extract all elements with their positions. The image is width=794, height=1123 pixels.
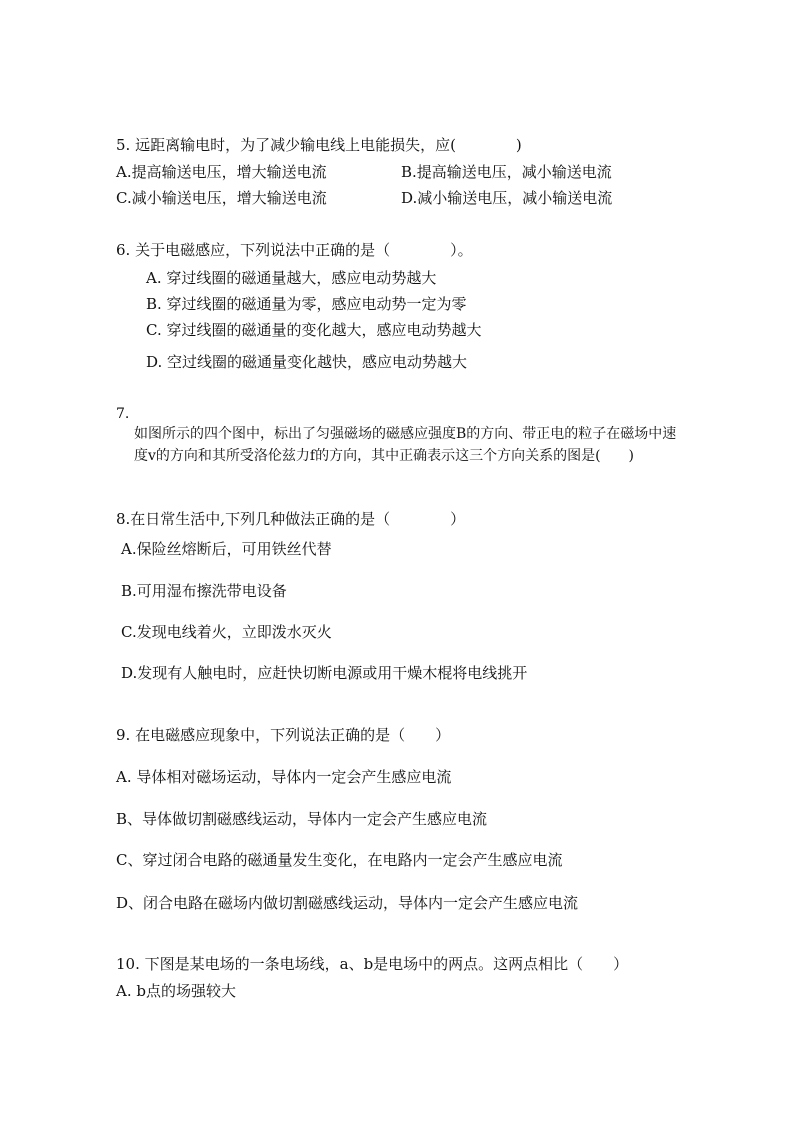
q6-option-c: C. 穿过线圈的磁通量的变化越大，感应电动势越大 bbox=[146, 321, 482, 339]
q5-option-a: A.提高输送电压，增大输送电流 bbox=[116, 163, 327, 181]
q9-stem: 9. 在电磁感应现象中，下列说法正确的是（ ） bbox=[116, 726, 451, 744]
q7-stem-line1: 如图所示的四个图中，标出了匀强磁场的磁感应强度B的方向、带正电的粒子在磁场中速 bbox=[134, 426, 677, 442]
q8-option-b: B.可用湿布擦洗带电设备 bbox=[121, 582, 287, 600]
q9-option-c: C、穿过闭合电路的磁通量发生变化，在电路内一定会产生感应电流 bbox=[116, 851, 563, 869]
q7-stem-line2: 度v的方向和其所受洛伦兹力f的方向，其中正确表示这三个方向关系的图是( ) bbox=[134, 448, 635, 464]
q6-option-d: D. 空过线圈的磁通量变化越快，感应电动势越大 bbox=[146, 353, 468, 371]
q7-number: 7. bbox=[116, 406, 130, 422]
q8-option-a: A.保险丝熔断后，可用铁丝代替 bbox=[121, 540, 332, 558]
q5-option-c: C.减小输送电压，增大输送电流 bbox=[116, 189, 327, 207]
q9-option-b: B、导体做切割磁感线运动，导体内一定会产生感应电流 bbox=[116, 810, 488, 828]
q8-stem: 8.在日常生活中,下列几种做法正确的是（ ） bbox=[116, 510, 466, 528]
q10-stem: 10. 下图是某电场的一条电场线，a、b是电场中的两点。这两点相比（ ） bbox=[116, 955, 629, 973]
q5-option-d: D.减小输送电压，减小输送电流 bbox=[401, 189, 613, 207]
q8-option-d: D.发现有人触电时，应赶快切断电源或用干燥木棍将电线挑开 bbox=[121, 664, 528, 682]
q5-option-b: B.提高输送电压，减小输送电流 bbox=[401, 163, 612, 181]
q6-option-b: B. 穿过线圈的磁通量为零，感应电动势一定为零 bbox=[146, 295, 467, 313]
q8-option-c: C.发现电线着火，立即泼水灭火 bbox=[121, 623, 332, 641]
q9-option-a: A. 导体相对磁场运动，导体内一定会产生感应电流 bbox=[116, 768, 452, 786]
q5-stem: 5. 远距离输电时，为了减少输电线上电能损失，应( ) bbox=[116, 136, 522, 154]
q6-option-a: A. 穿过线圈的磁通量越大，感应电动势越大 bbox=[146, 269, 437, 287]
q6-stem: 6. 关于电磁感应，下列说法中正确的是（ ）。 bbox=[116, 241, 473, 259]
q9-option-d: D、闭合电路在磁场内做切割磁感线运动，导体内一定会产生感应电流 bbox=[116, 894, 579, 912]
q10-option-a: A. b点的场强较大 bbox=[116, 982, 236, 1000]
